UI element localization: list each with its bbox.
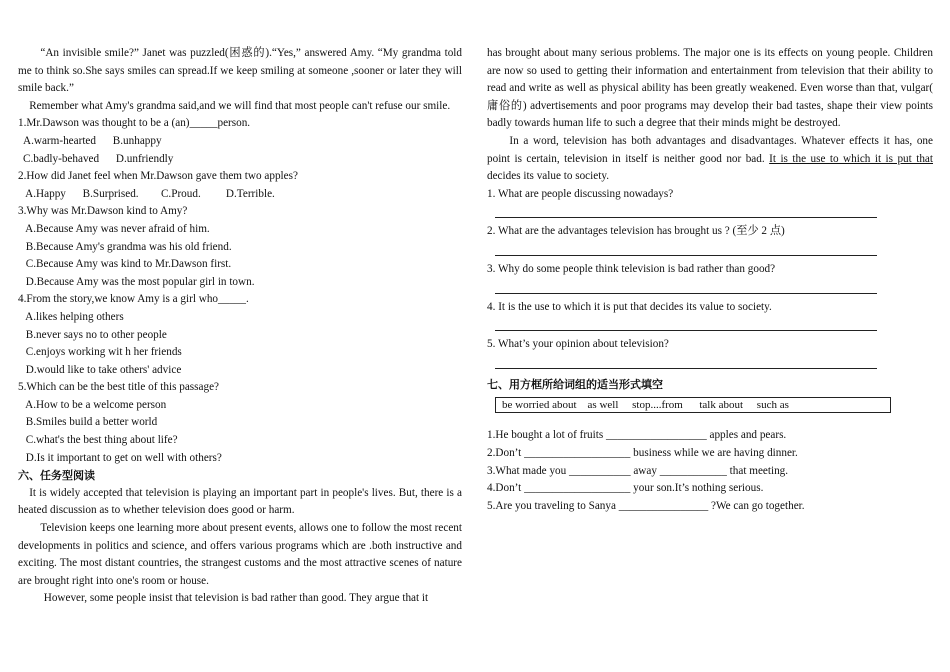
tv-paragraph-1: It is widely accepted that television is playing an important part in people's lives. But, there is a heated discussion as to whether television does good or harm. [18,486,462,517]
word-box: be worried about as well stop....from talk about such as [495,397,891,413]
question-option: C.Because Amy was kind to Mr.Dawson first. [23,258,232,271]
section-6-heading: 六、任务型阅读 [18,469,95,483]
fill-item-4: 4.Don’t ___________________ your son.It’s nothing serious. [487,482,764,495]
spacer [487,369,933,376]
task-question-5: 5. What’s your opinion about television? [487,338,669,351]
question-option: A.Because Amy was never afraid of him. [23,222,210,235]
fill-item-5: 5.Are you traveling to Sanya ________________ ?We can go together. [487,499,805,512]
question-option: D.Because Amy was the most popular girl in town. [23,275,255,288]
question-option: C.what's the best thing about life? [23,434,178,447]
question-1 [18,115,462,168]
answer-line[interactable] [495,245,877,256]
fill-item-2: 2.Don’t ___________________ business while we are having dinner. [487,446,798,459]
question-3 [18,203,462,291]
answer-line[interactable] [495,283,877,294]
question-option: C.enjoys working wit h her friends [23,346,182,359]
question-5 [18,379,462,467]
question-option: B.Because Amy's grandma was his old friend. [23,240,232,253]
question-stem: 1.Mr.Dawson was thought to be a (an)_____person. [18,117,251,130]
answer-line[interactable] [495,358,877,369]
question-stem: 3.Why was Mr.Dawson kind to Amy? [18,205,188,218]
question-2 [18,168,462,203]
section-7-heading: 七、用方框所给词组的适当形式填空 [487,377,663,391]
underlined-sentence: It is the use to which it is put that [769,152,933,165]
task-question-3: 3. Why do some people think television is bad rather than good? [487,262,776,275]
question-options: A.Happy B.Surprised. C.Proud. D.Terrible. [23,187,275,200]
task-question-4: 4. It is the use to which it is put that decides its value to society. [487,300,772,313]
answer-line[interactable] [495,207,877,218]
question-option: B.Smiles build a better world [23,416,158,429]
question-options: A.warm-hearted B.unhappy [23,134,162,147]
spacer [487,413,933,427]
question-option: A.likes helping others [23,310,124,323]
story-paragraph-1: “An invisible smile?” Janet was puzzled(困惑的).“Yes,” answered Amy. “My grandma told me to think so.She says smiles can spread.If we keep smiling at someone ,sooner or later they will smile back.” [18,47,462,95]
tv-paragraph-4-start: In a word, television has both advantages and disadvantages. Whatever effects it has, one point is certain, television in itself is neither good nor bad. [487,134,933,165]
question-option: D.would like to take others' advice [23,363,182,376]
answer-line[interactable] [495,320,877,331]
question-option: D.Is it important to get on well with others? [23,451,222,464]
left-column [18,45,462,608]
question-stem: 2.How did Janet feel when Mr.Dawson gave them two apples? [18,170,298,183]
tv-paragraph-2: Television keeps one learning more about present events, allows one to follow the most recent developments in politics and science, and offers various programs which are .both instructive and exciting. The most distant countries, the strangest customs and the most attractive scenes of nature are brought right into one's room or house. [18,522,462,587]
question-options: C.badly-behaved D.unfriendly [23,152,174,165]
right-column [487,45,933,515]
task-question-1: 1. What are people discussing nowadays? [487,187,674,200]
question-option: B.never says no to other people [23,328,167,341]
question-4 [18,291,462,379]
question-stem: 4.From the story,we know Amy is a girl who_____. [18,293,249,306]
question-option: A.How to be a welcome person [23,398,167,411]
fill-item-1: 1.He bought a lot of fruits __________________ apples and pears. [487,429,787,442]
task-question-2: 2. What are the advantages television has brought us ? (至少 2 点) [487,225,785,238]
tv-paragraph-4 [487,133,933,186]
question-stem: 5.Which can be the best title of this passage? [18,381,219,394]
tv-paragraph-3: However, some people insist that television is bad rather than good. They argue that it [43,592,429,605]
fill-item-3: 3.What made you ___________ away ____________ that meeting. [487,464,789,477]
tv-paragraph-3-continued: has brought about many serious problems. The major one is its effects on young people. Children are now so used to getting their information and entertainment from television that their ability to read and write as well as physical ability has been greatly weakened. Even worse than that, vulgar( 庸俗的) advertisements and poor programs may develop their bad tastes, shape their view points badly towards human life to such a degree that their minds might be destroyed. [487,47,933,130]
tv-paragraph-4-end: decides its value to society. [487,170,609,183]
story-paragraph-2: Remember what Amy's grandma said,and we will find that most people can't refuse our smile. [29,99,451,112]
